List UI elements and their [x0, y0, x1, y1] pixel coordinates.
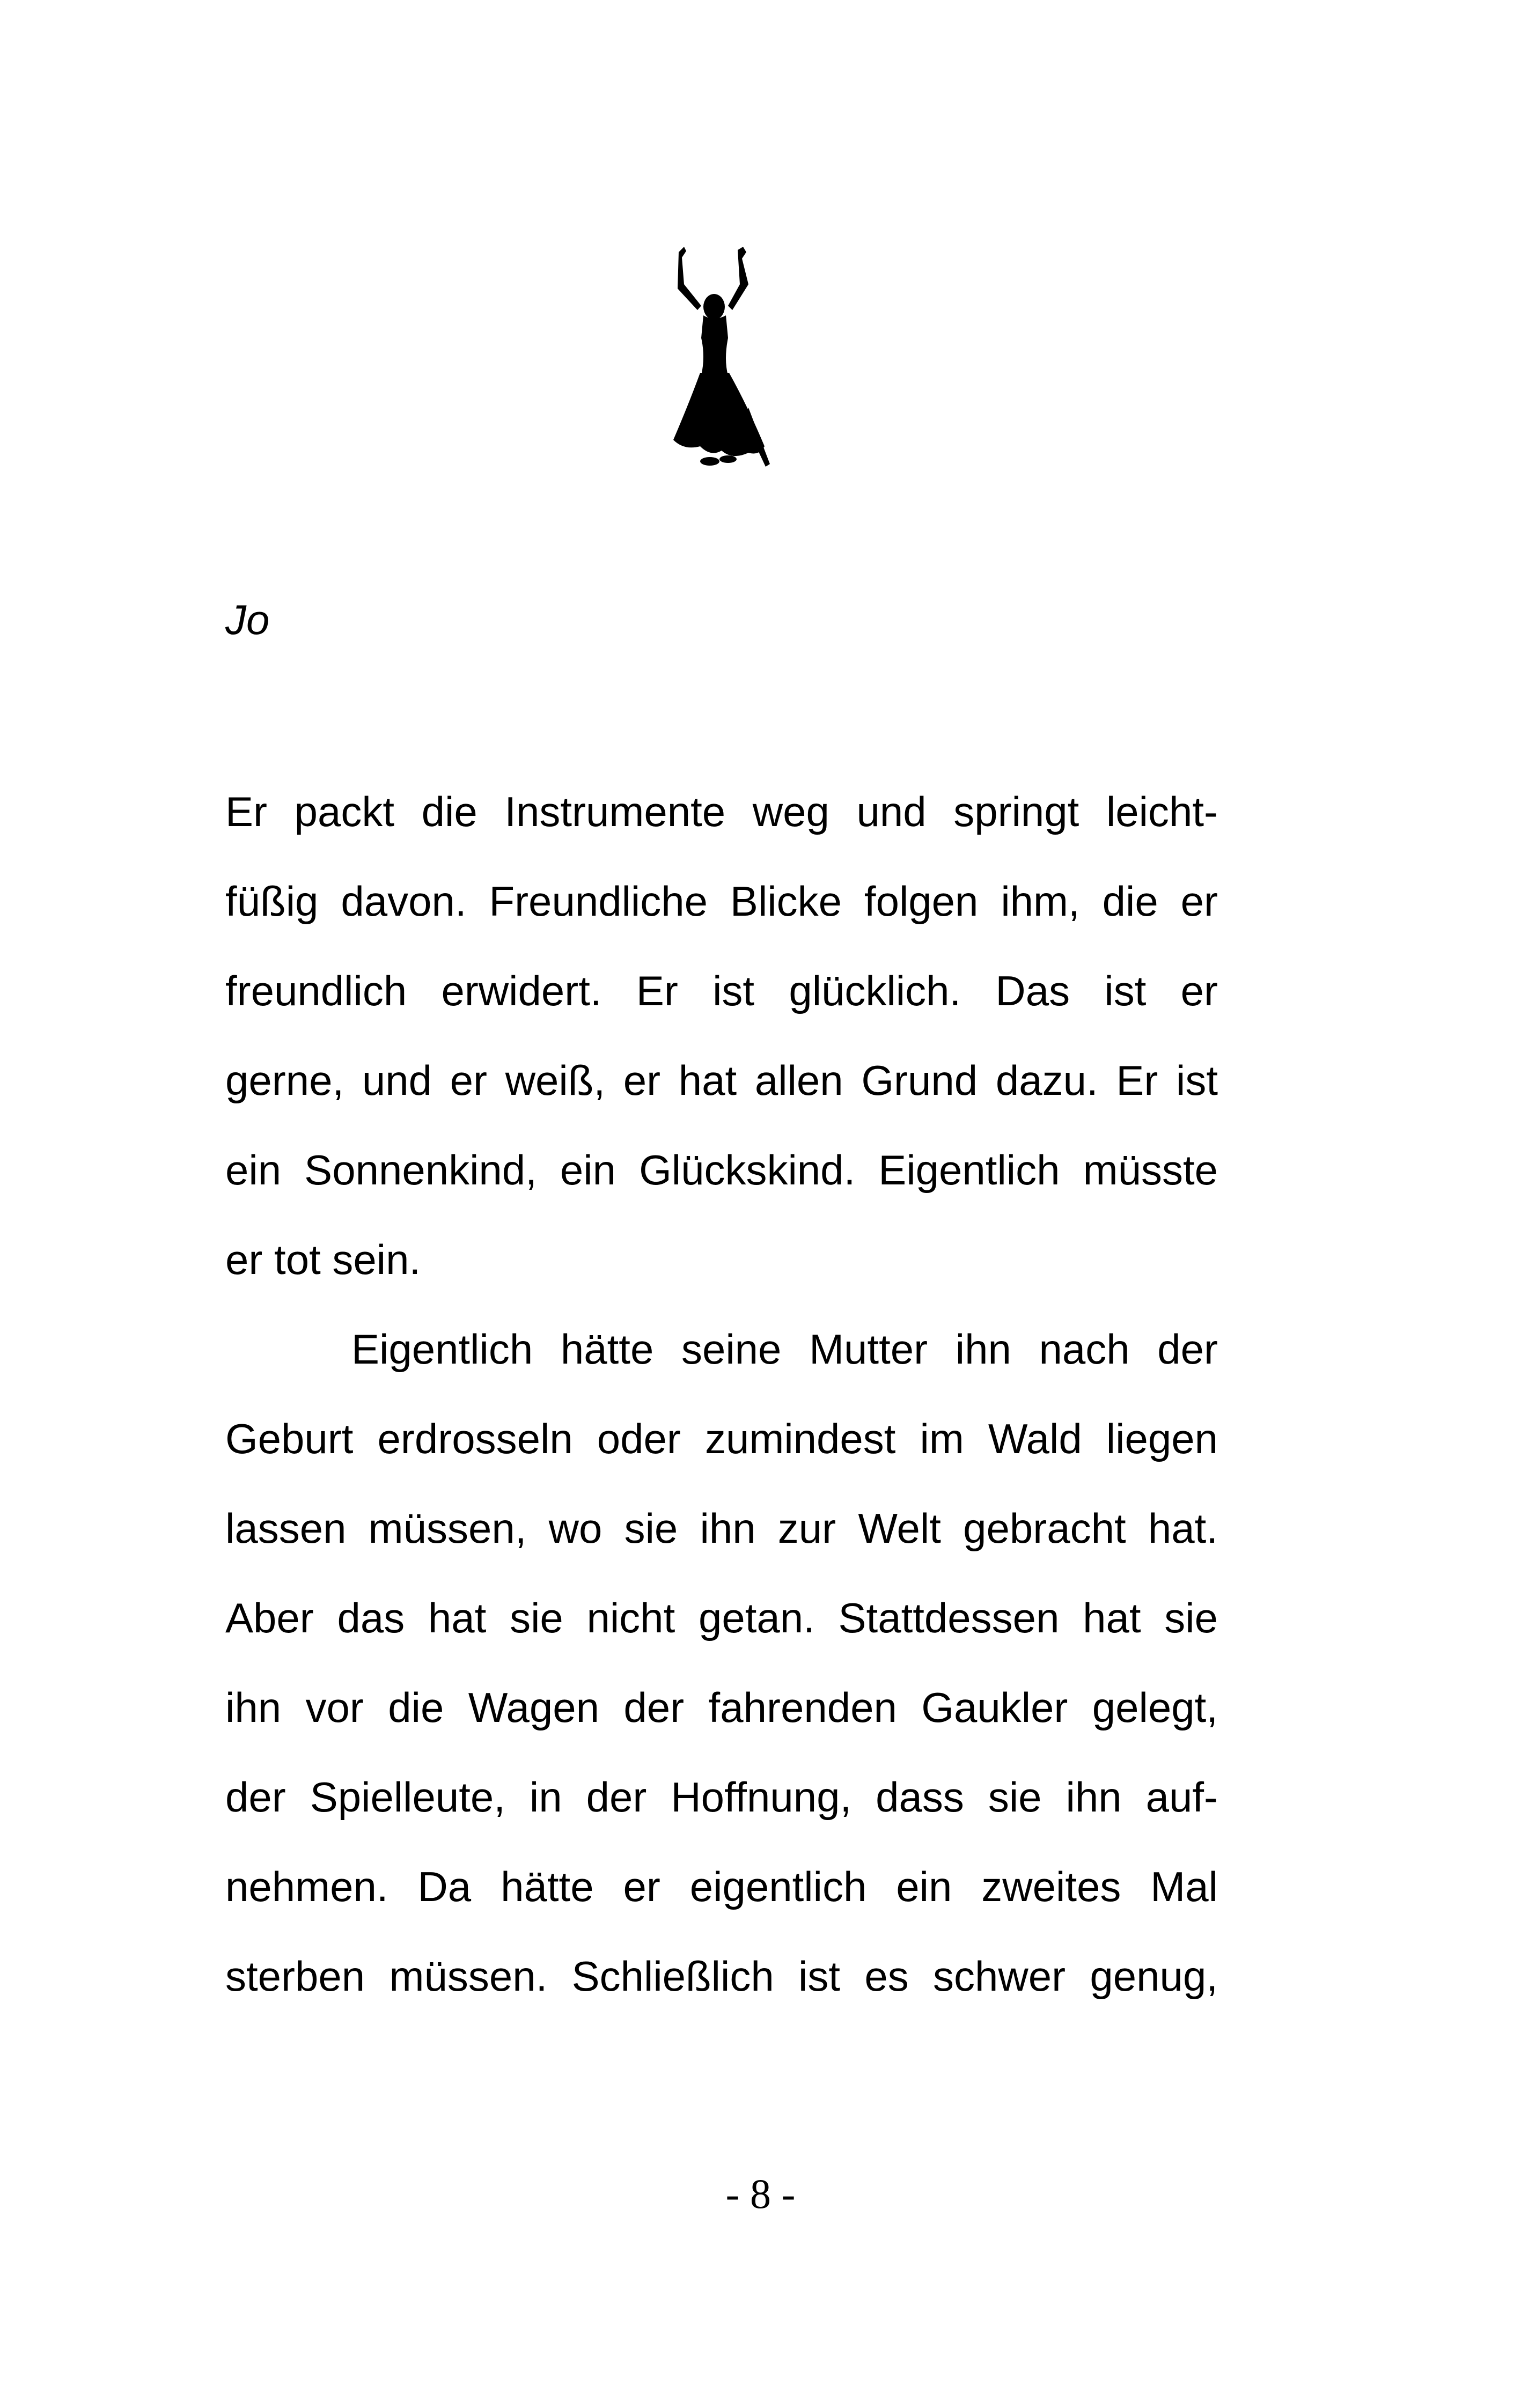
text-line: Er packt die Instrumente weg und springt leicht- — [225, 788, 1218, 835]
text-line: füßig davon. Freundliche Blicke folgen ihm, die er — [225, 878, 1218, 925]
text-line: Eigentlich hätte seine Mutter ihn nach der — [351, 1325, 1218, 1373]
paragraph-1 — [225, 767, 1218, 1305]
chapter-heading: Jo — [225, 596, 270, 643]
text-line: ein Sonnenkind, ein Glückskind. Eigentlich müsste — [225, 1146, 1218, 1194]
text-line: gerne, und er weiß, er hat allen Grund dazu. Er ist — [225, 1057, 1218, 1104]
page-number: - 8 - — [725, 2170, 796, 2217]
paragraph-2 — [225, 1305, 1218, 2021]
text-line: der Spielleute, in der Hoffnung, dass sie ihn auf- — [225, 1773, 1218, 1821]
text-line: nehmen. Da hätte er eigentlich ein zweites Mal — [225, 1863, 1218, 1910]
dancer-silhouette-icon — [668, 247, 770, 472]
text-line: freundlich erwidert. Er ist glücklich. Das ist er — [225, 967, 1218, 1014]
body-text — [225, 767, 1218, 2021]
text-line: er tot sein. — [225, 1236, 421, 1283]
text-line: ihn vor die Wagen der fahrenden Gaukler gelegt, — [225, 1684, 1218, 1731]
text-line: Aber das hat sie nicht getan. Stattdessen hat sie — [225, 1594, 1218, 1641]
text-line: sterben müssen. Schließlich ist es schwer genug, — [225, 1953, 1218, 2000]
text-line: lassen müssen, wo sie ihn zur Welt gebracht hat. — [225, 1505, 1218, 1552]
text-line: Geburt erdrosseln oder zumindest im Wald liegen — [225, 1415, 1218, 1462]
